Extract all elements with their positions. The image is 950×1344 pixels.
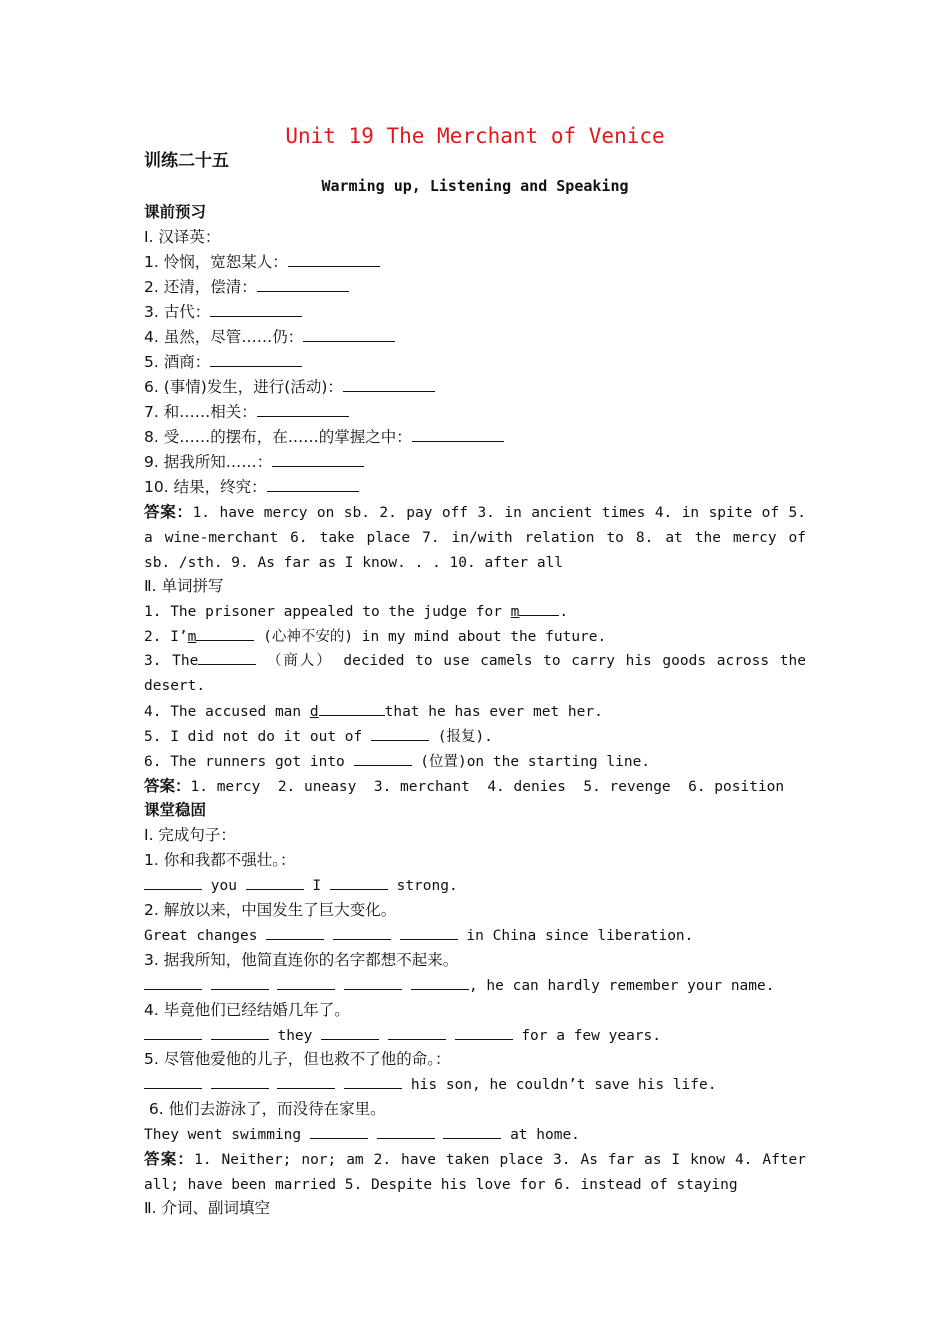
sentence-3-en: , he can hardly remember your name. xyxy=(144,975,774,996)
question-5: 5. I did not do it out of (报复). xyxy=(144,726,493,747)
page-title: Unit 19 The Merchant of Venice xyxy=(285,124,665,148)
list-item: 6. (事情)发生，进行(活动)： xyxy=(144,377,435,397)
part1-answer: 答案：1. have mercy on sb. 2. pay off 3. in ancient times 4. in spite of 5. a wine-merchant 6. take place 7. in/with relation to 8. at the mercy of sb. /sth. 9. As far as I know. . . 10. after all xyxy=(144,503,806,571)
question-4: 4. The accused man d that he has ever met her. xyxy=(144,701,603,722)
part2-answer: 答案：1. mercy 2. uneasy 3. merchant 4. denies 5. revenge 6. position xyxy=(144,777,785,795)
sentence-6-zh: 6. 他们去游泳了，而没待在家里。 xyxy=(144,1100,386,1118)
sentence-4-zh: 4. 毕竟他们已经结婚几年了。 xyxy=(144,1001,350,1019)
question-1: 1. The prisoner appealed to the judge for m . xyxy=(144,601,568,622)
sentence-6-en: They went swimming at home. xyxy=(144,1124,580,1145)
part3-heading: Ⅰ. 完成句子： xyxy=(144,826,236,844)
answer-label: 答案： xyxy=(144,1150,195,1168)
subtitle: Warming up, Listening and Speaking xyxy=(321,177,629,195)
part1-heading: Ⅰ. 汉译英： xyxy=(144,228,221,246)
list-item: 10. 结果，终究： xyxy=(144,477,359,497)
sentence-2-zh: 2. 解放以来，中国发生了巨大变化。 xyxy=(144,901,397,919)
lesson-heading: 训练二十五 xyxy=(144,151,229,171)
sentence-5-en: his son, he couldn’t save his life. xyxy=(144,1074,716,1095)
sentence-4-en: they for a few years. xyxy=(144,1025,661,1046)
list-item: 8. 受……的摆布，在……的掌握之中： xyxy=(144,427,504,447)
list-item: 2. 还清，偿清： xyxy=(144,277,349,297)
part3-answer: 答案：1. Neither; nor; am 2. have taken place 3. As far as I know 4. After all; have been married 5. Despite his love for 6. instead of staying xyxy=(144,1150,806,1193)
question-6: 6. The runners got into (位置)on the starting line. xyxy=(144,751,650,772)
list-item: 5. 酒商： xyxy=(144,352,302,372)
sentence-2-en: Great changes in China since liberation. xyxy=(144,925,693,946)
answer-label: 答案： xyxy=(144,503,193,521)
part4-heading: Ⅱ. 介词、副词填空 xyxy=(144,1199,270,1217)
list-item: 9. 据我所知……： xyxy=(144,452,364,472)
question-2: 2. I’m (心神不安的) in my mind about the future. xyxy=(144,626,606,647)
sentence-5-zh: 5. 尽管他爱他的儿子，但也救不了他的命。： xyxy=(144,1050,451,1068)
list-item: 7. 和……相关： xyxy=(144,402,349,422)
question-3: 3. The （商人） decided to use camels to carry his goods across the desert. xyxy=(144,649,806,699)
answer-label: 答案： xyxy=(144,777,191,795)
section-consolidate-heading: 课堂稳固 xyxy=(144,801,207,819)
list-item: 3. 古代： xyxy=(144,302,302,322)
sentence-1-zh: 1. 你和我都不强壮。： xyxy=(144,851,296,869)
sentence-3-zh: 3. 据我所知，他简直连你的名字都想不起来。 xyxy=(144,951,459,969)
part2-heading: Ⅱ. 单词拼写 xyxy=(144,577,224,595)
sentence-1-en: you I strong. xyxy=(144,875,458,896)
list-item: 4. 虽然，尽管……仍： xyxy=(144,327,395,347)
section-preview-heading: 课前预习 xyxy=(144,203,207,221)
list-item: 1. 怜悯，宽恕某人： xyxy=(144,252,380,272)
